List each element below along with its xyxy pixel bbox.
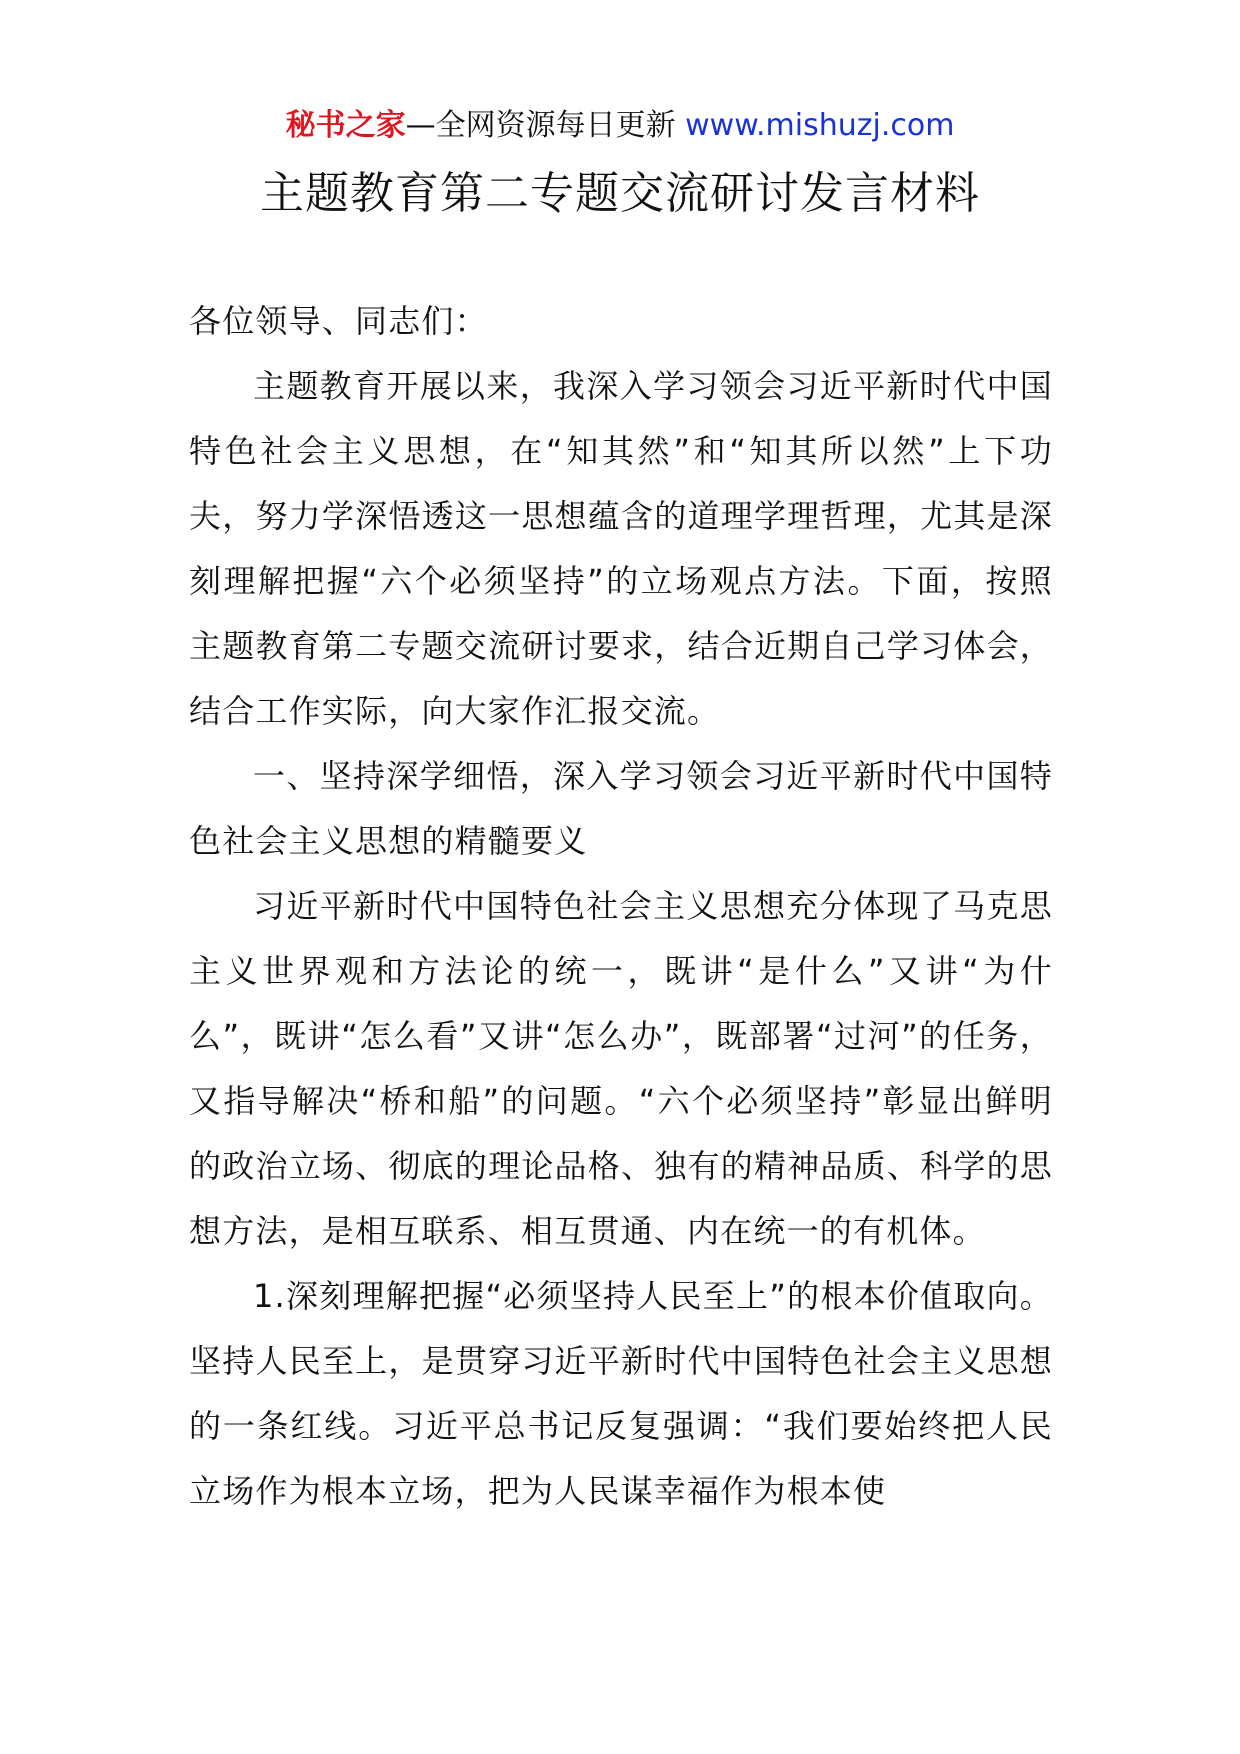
section-heading-1: 一、坚持深学细悟，深入学习领会习近平新时代中国特色社会主义思想的精髓要义 <box>189 757 1053 860</box>
header-tagline: —全网资源每日更新 <box>405 108 676 143</box>
paragraph-section-1: 习近平新时代中国特色社会主义思想充分体现了马克思主义世界观和方法论的统一，既讲“是什么”又讲“为什么”，既讲“怎么看”又讲“怎么办”，既部署“过河”的任务，又指导解决“桥和船”的问题。“六个必须坚持”彰显出鲜明的政治立场、彻底的理论品格、独有的精神品质、科学的思想方法，是相互联系、相互贯通、内在统一的有机体。 <box>189 887 1053 1250</box>
paragraph-intro: 主题教育开展以来，我深入学习领会习近平新时代中国特色社会主义思想，在“知其然”和“知其所以然”上下功夫，努力学深悟透这一思想蕴含的道理学理哲理，尤其是深刻理解把握“六个必须坚持”的立场观点方法。下面，按照主题教育第二专题交流研讨要求，结合近期自己学习体会，结合工作实际，向大家作汇报交流。 <box>189 367 1053 730</box>
paragraph-point-1: 1.深刻理解把握“必须坚持人民至上”的根本价值取向。坚持人民至上，是贯穿习近平新时代中国特色社会主义思想的一条红线。习近平总书记反复强调：“我们要始终把人民立场作为根本立场，把为人民谋幸福作为根本使 <box>189 1277 1053 1510</box>
watermark-header <box>0 104 1240 148</box>
brand-name: 秘书之家 <box>285 108 406 143</box>
document-body <box>189 289 1053 1524</box>
site-url: www.mishuzj.com <box>685 108 955 143</box>
document-title: 主题教育第二专题交流研讨发言材料 <box>260 168 980 219</box>
salutation: 各位领导、同志们： <box>189 302 488 340</box>
